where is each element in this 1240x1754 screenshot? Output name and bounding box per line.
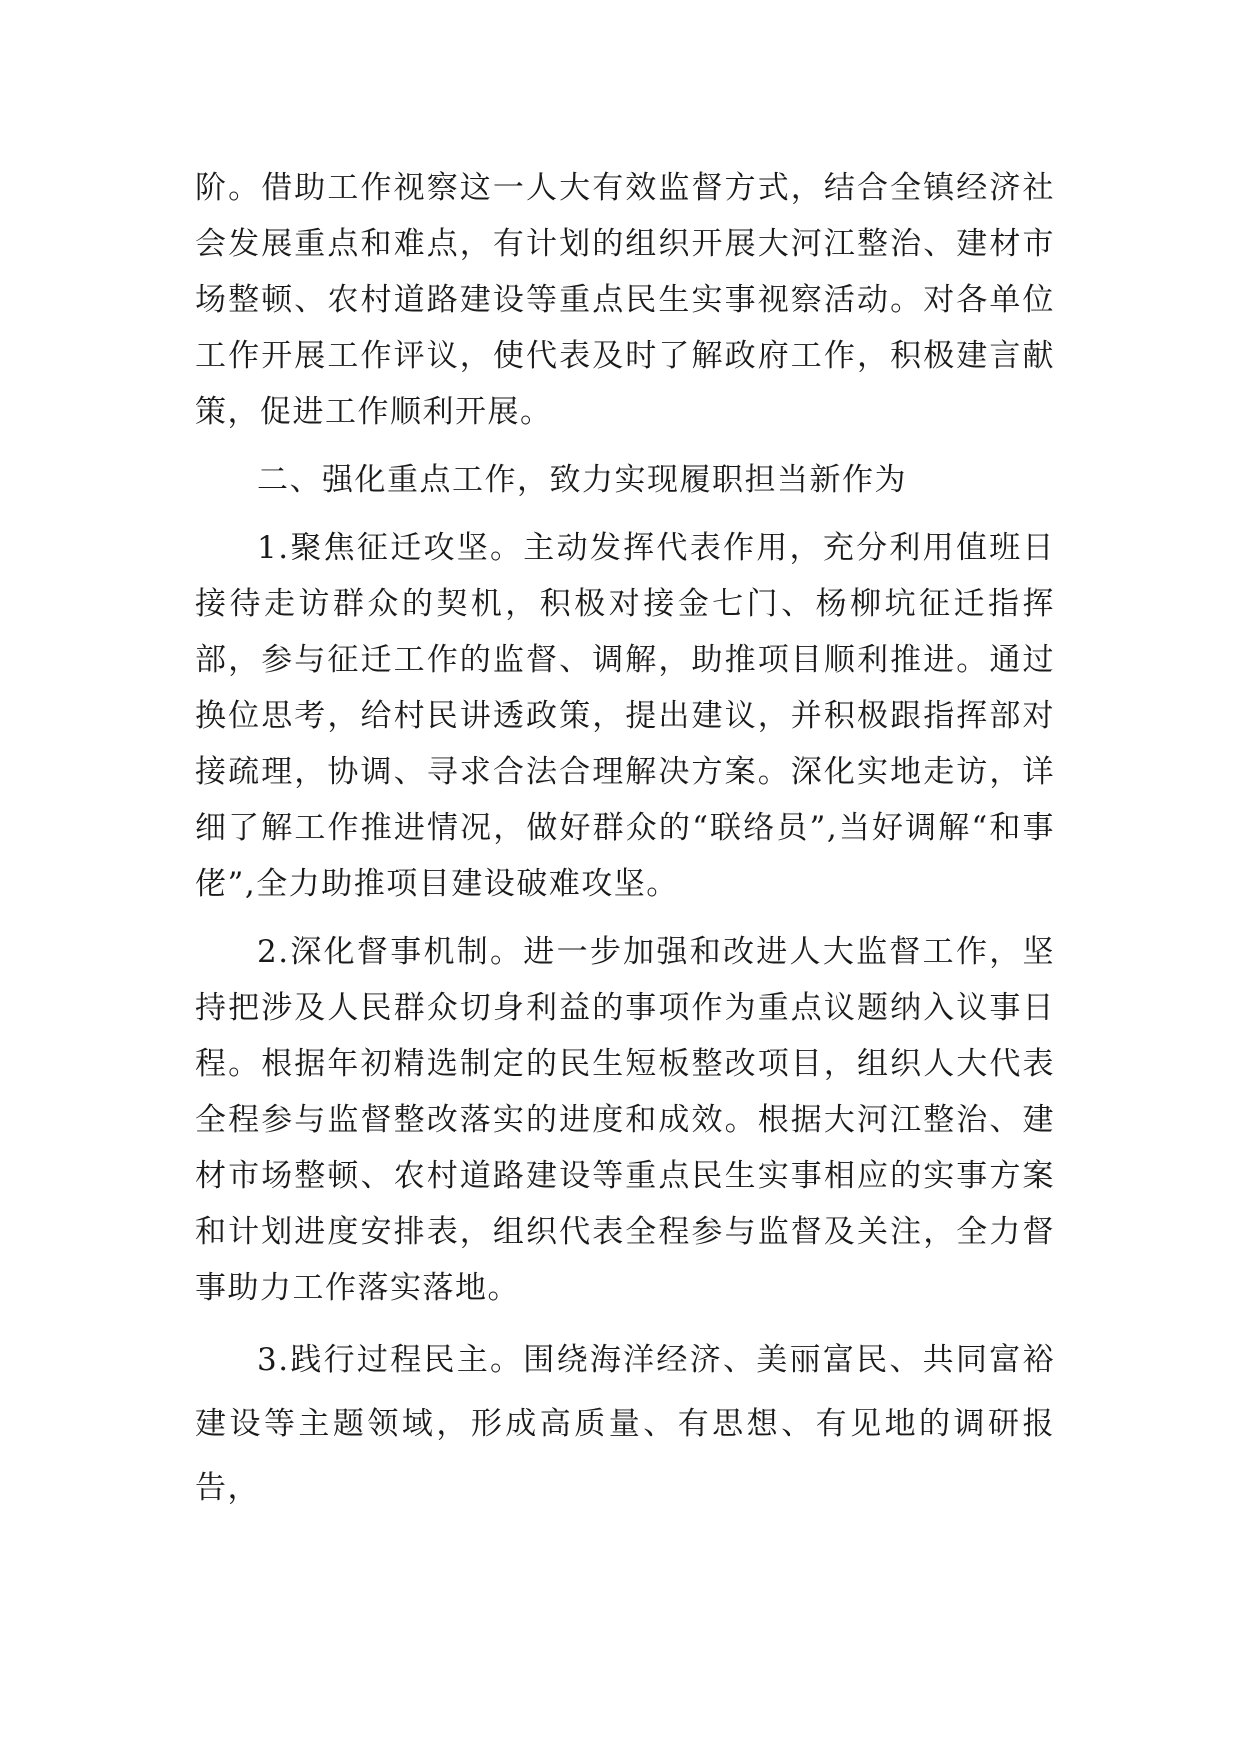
paragraph-item-2: 2.深化督事机制。进一步加强和改进人大监督工作，坚持把涉及人民群众切身利益的事项作为重点议题纳入议事日程。根据年初精选制定的民生短板整改项目，组织人大代表全程参与监督整改落实的进度和成效。根据大河江整治、建材市场整顿、农村道路建设等重点民生实事相应的实事方案和计划进度安排表，组织代表全程参与监督及关注，全力督事助力工作落实落地。 (195, 934, 1055, 1306)
paragraph-continuation: 阶。借助工作视察这一人大有效监督方式，结合全镇经济社会发展重点和难点，有计划的组织开展大河江整治、建材市场整顿、农村道路建设等重点民生实事视察活动。对各单位工作开展工作评议，使代表及时了解政府工作，积极建言献策，促进工作顺利开展。 (195, 170, 1055, 430)
section-heading: 二、强化重点工作，致力实现履职担当新作为 (257, 462, 907, 498)
paragraph-item-3: 3.践行过程民主。围绕海洋经济、美丽富民、共同富裕建设等主题领域，形成高质量、有思想、有见地的调研报告， (195, 1342, 1055, 1506)
document-body (195, 160, 1055, 1532)
paragraph-item-1: 1.聚焦征迁攻坚。主动发挥代表作用，充分利用值班日接待走访群众的契机，积极对接金七门、杨柳坑征迁指挥部，参与征迁工作的监督、调解，助推项目顺利推进。通过换位思考，给村民讲透政策，提出建议，并积极跟指挥部对接疏理，协调、寻求合法合理解决方案。深化实地走访，详细了解工作推进情况，做好群众的“联络员”,当好调解“和事佬”,全力助推项目建设破难攻坚。 (195, 530, 1055, 902)
